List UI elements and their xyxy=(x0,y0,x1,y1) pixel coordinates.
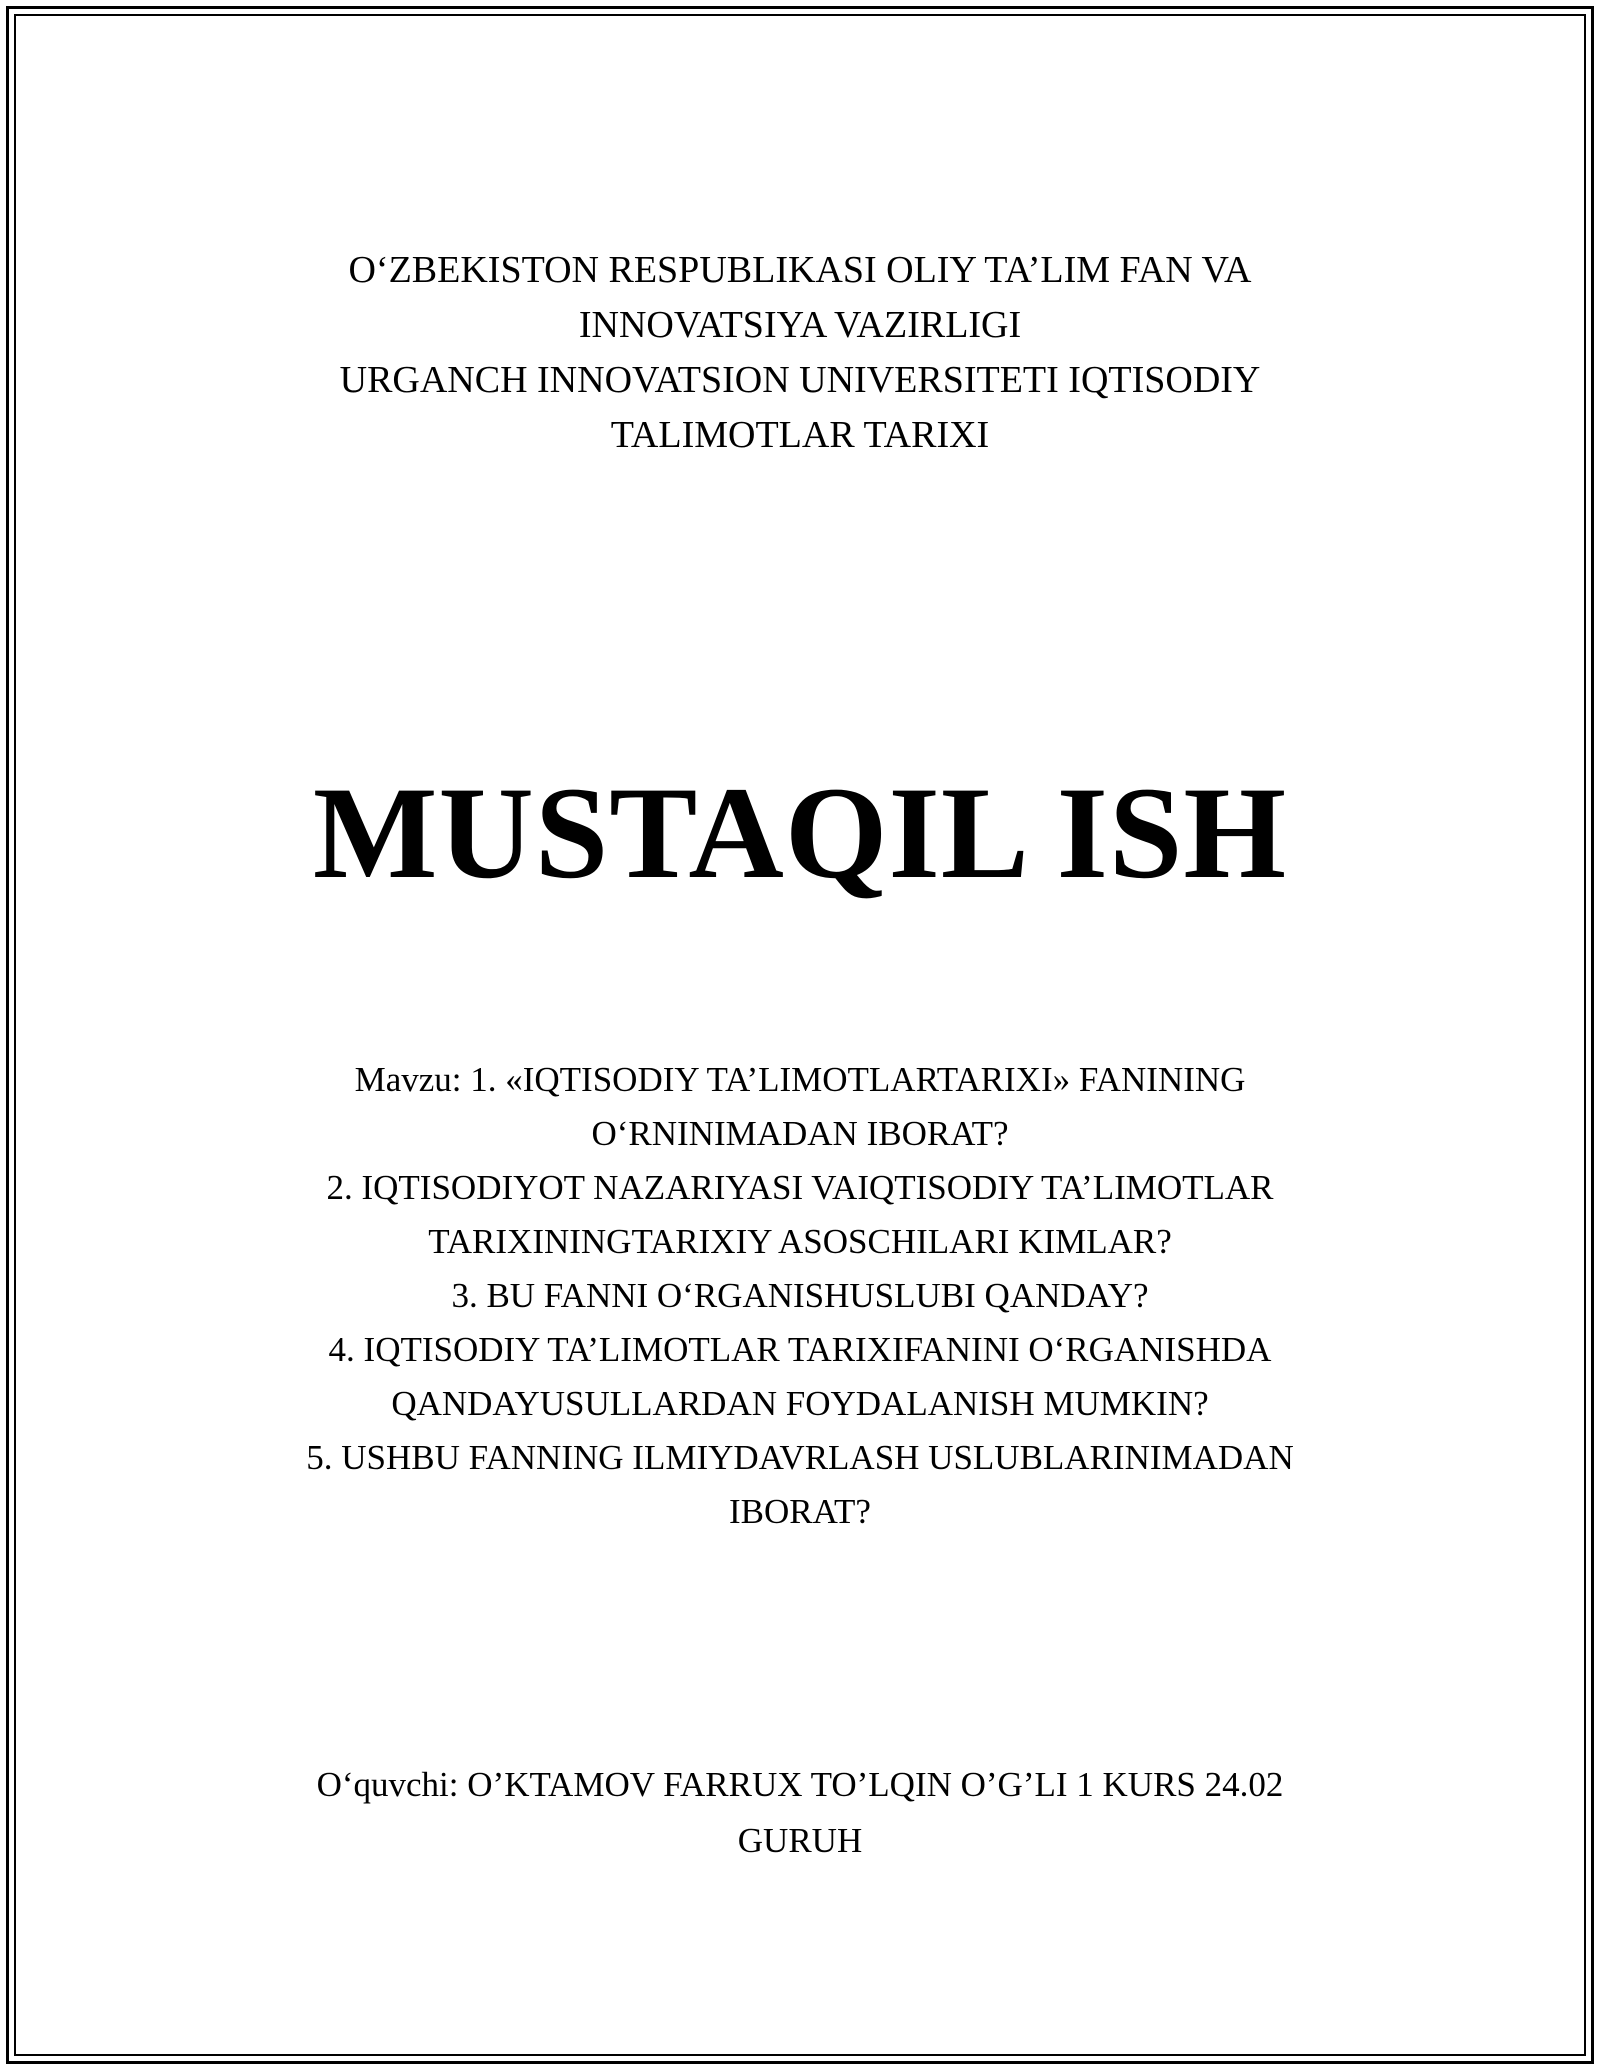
header-line: O‘ZBEKISTON RESPUBLIKASI OLIY TA’LIM FAN VA xyxy=(348,249,1252,291)
topics-list xyxy=(0,1053,1600,1539)
topic-line: 5. USHBU FANNING ILMIYDAVRLASH USLUBLARINIMADAN xyxy=(306,1438,1294,1477)
topic-line: QANDAYUSULLARDAN FOYDALANISH MUMKIN? xyxy=(391,1384,1209,1423)
header-line: URGANCH INNOVATSION UNIVERSITETI IQTISODIY xyxy=(339,359,1261,401)
header-line: TALIMOTLAR TARIXI xyxy=(610,414,990,456)
topic-line: 3. BU FANNI O‘RGANISHUSLUBI QANDAY? xyxy=(451,1276,1149,1315)
topic-line: Mavzu: 1. «IQTISODIY TA’LIMOTLARTARIXI» FANINING xyxy=(354,1060,1246,1099)
document-title: MUSTAQIL ISH xyxy=(312,759,1288,906)
student-line: O‘quvchi: O’KTAMOV FARRUX TO’LQIN O’G’LI 1 KURS 24.02 xyxy=(316,1765,1284,1804)
student-line: GURUH xyxy=(737,1821,863,1860)
topic-line: 2. IQTISODIYOT NAZARIYASI VAIQTISODIY TA’LIMOTLAR xyxy=(326,1168,1274,1207)
student-info xyxy=(0,1757,1600,1869)
topic-line: 4. IQTISODIY TA’LIMOTLAR TARIXIFANINI O‘RGANISHDA xyxy=(328,1330,1272,1369)
topic-line: IBORAT? xyxy=(729,1492,871,1531)
ministry-header xyxy=(0,243,1600,463)
topic-line: TARIXININGTARIXIY ASOSCHILARI KIMLAR? xyxy=(428,1222,1172,1261)
header-line: INNOVATSIYA VAZIRLIGI xyxy=(578,304,1022,346)
topic-line: O‘RNINIMADAN IBORAT? xyxy=(591,1114,1009,1153)
